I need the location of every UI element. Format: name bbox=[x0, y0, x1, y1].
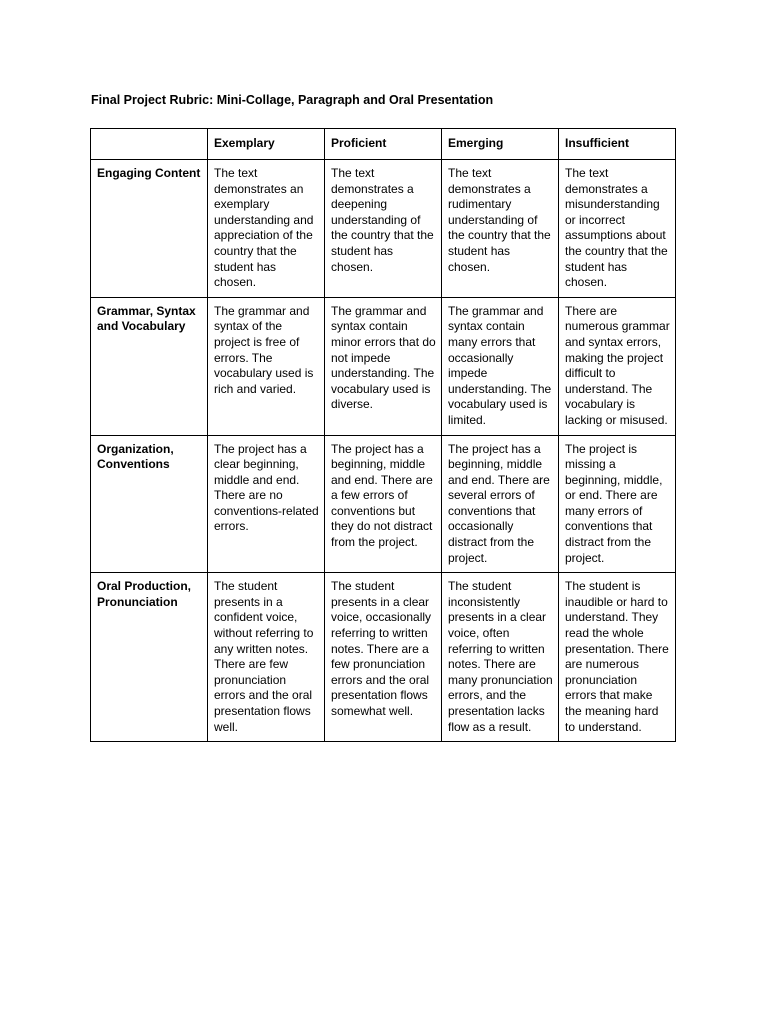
header-cell-proficient: Proficient bbox=[325, 129, 442, 160]
header-cell-insufficient: Insufficient bbox=[559, 129, 676, 160]
header-cell-emerging: Emerging bbox=[442, 129, 559, 160]
table-row bbox=[91, 160, 676, 298]
rubric-cell: The student is inaudible or hard to understand. They read the whole presentation. There are numerous pronunciation errors that make the meaning hard to understand. bbox=[559, 573, 676, 742]
criterion-cell: Organization, Conventions bbox=[91, 435, 208, 573]
rubric-table bbox=[90, 128, 676, 742]
rubric-cell: The text demonstrates a deepening understanding of the country that the student has chosen. bbox=[325, 160, 442, 298]
table-row bbox=[91, 573, 676, 742]
header-cell-empty bbox=[91, 129, 208, 160]
rubric-cell: The student presents in a confident voice, without referring to any written notes. There are few pronunciation errors and the oral presentation flows well. bbox=[208, 573, 325, 742]
header-cell-exemplary: Exemplary bbox=[208, 129, 325, 160]
header-row bbox=[91, 129, 676, 160]
rubric-cell: The project has a clear beginning, middle and end. There are no conventions-related errors. bbox=[208, 435, 325, 573]
rubric-cell: There are numerous grammar and syntax errors, making the project difficult to understand. The vocabulary is lacking or misused. bbox=[559, 297, 676, 435]
rubric-cell: The grammar and syntax contain many errors that occasionally impede understanding. The vocabulary used is limited. bbox=[442, 297, 559, 435]
table-row bbox=[91, 297, 676, 435]
rubric-cell: The text demonstrates a misunderstanding or incorrect assumptions about the country that the student has chosen. bbox=[559, 160, 676, 298]
rubric-cell: The student inconsistently presents in a clear voice, often referring to written notes. There are many pronunciation errors, and the presentation lacks flow as a result. bbox=[442, 573, 559, 742]
rubric-cell: The project has a beginning, middle and end. There are a few errors of conventions but they do not distract from the project. bbox=[325, 435, 442, 573]
rubric-cell: The grammar and syntax contain minor errors that do not impede understanding. The vocabulary used is diverse. bbox=[325, 297, 442, 435]
criterion-cell: Engaging Content bbox=[91, 160, 208, 298]
rubric-cell: The text demonstrates an exemplary understanding and appreciation of the country that the student has chosen. bbox=[208, 160, 325, 298]
rubric-cell: The project is missing a beginning, middle, or end. There are many errors of conventions that distract from the project. bbox=[559, 435, 676, 573]
criterion-cell: Oral Production, Pronunciation bbox=[91, 573, 208, 742]
rubric-cell: The project has a beginning, middle and end. There are several errors of conventions that occasionally distract from the project. bbox=[442, 435, 559, 573]
rubric-cell: The text demonstrates a rudimentary understanding of the country that the student has chosen. bbox=[442, 160, 559, 298]
rubric-cell: The grammar and syntax of the project is free of errors. The vocabulary used is rich and varied. bbox=[208, 297, 325, 435]
page-title: Final Project Rubric: Mini-Collage, Paragraph and Oral Presentation bbox=[91, 93, 494, 107]
table-row bbox=[91, 435, 676, 573]
rubric-cell: The student presents in a clear voice, occasionally referring to written notes. There are a few pronunciation errors and the oral presentation flows somewhat well. bbox=[325, 573, 442, 742]
criterion-cell: Grammar, Syntax and Vocabulary bbox=[91, 297, 208, 435]
